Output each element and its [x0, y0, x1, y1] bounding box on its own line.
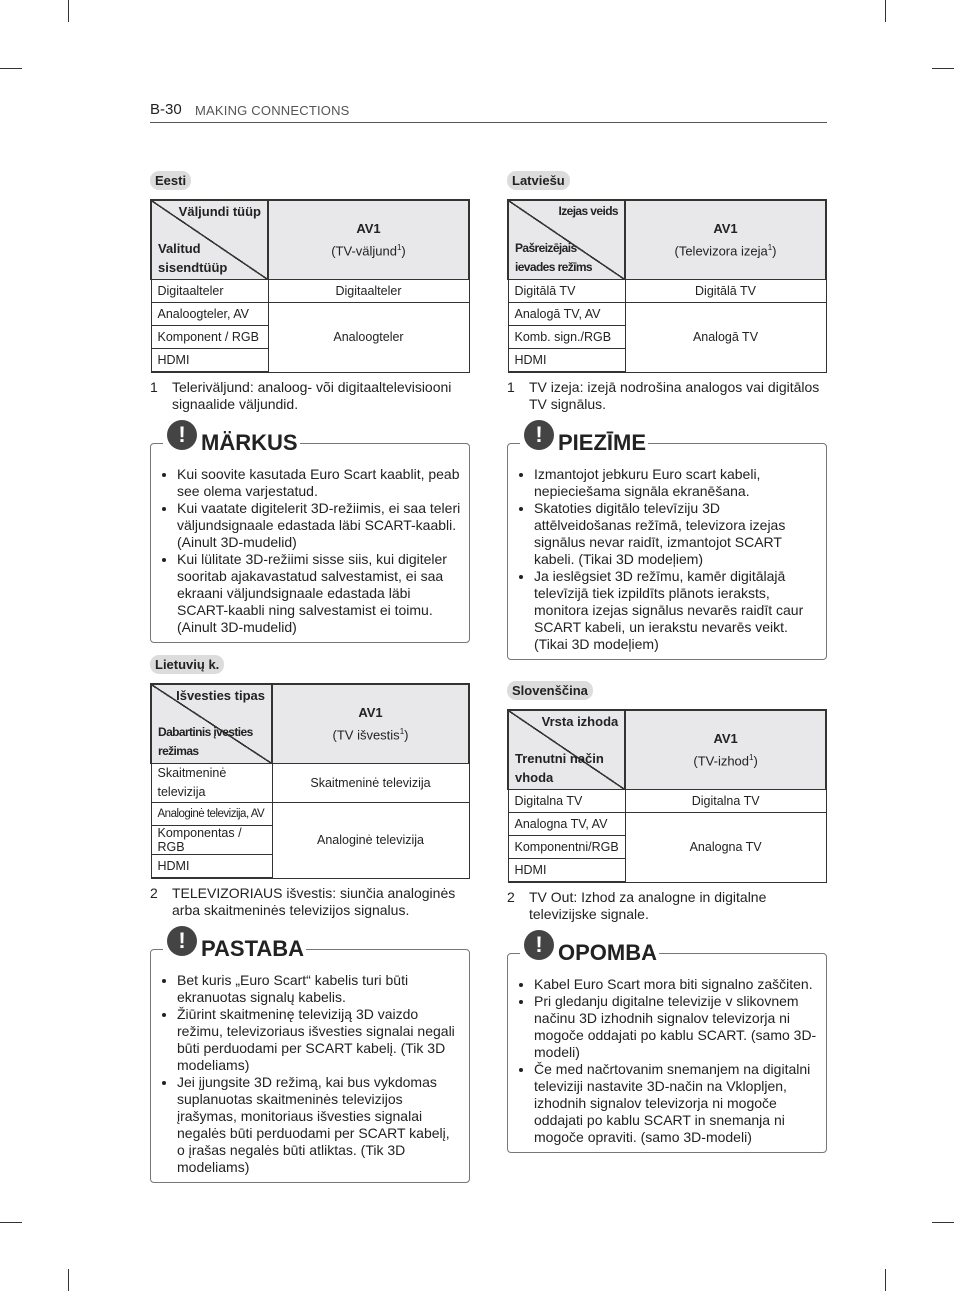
crop-mark	[68, 1269, 69, 1291]
note-box	[507, 932, 827, 1153]
table-cell: Skaitmeninė televizija	[272, 764, 469, 803]
table-header-diagonal	[151, 200, 268, 280]
av1-sub: (TV-izhod	[693, 753, 750, 769]
output-type-label: Väljundi tüüp	[178, 204, 261, 219]
connection-table	[507, 199, 827, 373]
note-item: • Pri gledanju digitalne televizije v slikovnem načinu 3D izhodnih signalov televizorja ni mogoče oddajati po kablu SCART. (samo 3D-modeli)	[534, 993, 818, 1061]
av1-sub: (TV išvestis	[332, 727, 400, 743]
note-title: MÄRKUS	[201, 430, 298, 455]
note-item: • Kui soovite kasutada Euro Scart kaablit, peab see olema varjestatud.	[177, 466, 461, 500]
note-item: • Kui vaatate digitelerit 3D-režiimis, ei saa teleri väljundsignaale edastada läbi SCART-kaabli. (Ainult 3D-mudelid)	[177, 500, 461, 551]
note-item: • Bet kuris „Euro Scart“ kabelis turi būti ekranuotas signalų kabelis.	[177, 972, 461, 1006]
table-cell: HDMI	[508, 859, 625, 883]
input-type-label: Valitud sisendtüüp	[158, 241, 228, 275]
crop-mark	[885, 1269, 886, 1291]
table-header-diagonal	[151, 684, 272, 764]
input-type-label: Dabartinis įvesties režimas	[158, 725, 253, 758]
footnote-text: Teleriväljund: analoog- või digitaaltelevisiooni signaalide väljundid.	[172, 379, 452, 412]
table-cell: Komb. sign./RGB	[508, 326, 625, 349]
crop-mark	[68, 0, 69, 22]
crop-mark	[885, 0, 886, 22]
av1-sub: (Televizora izeja	[674, 243, 768, 259]
note-item: • Žiūrint skaitmeninę televiziją 3D vaizdo režimu, televizoriaus išvesties signalai negali būti perduodami per SCART kabelį. (Tik 3D modeliams)	[177, 1006, 461, 1074]
table-cell: Digitālā TV	[508, 280, 625, 303]
av1-label: AV1	[356, 221, 381, 237]
note-item: • Izmantojot jebkuru Euro scart kabeli, nepieciešama signāla ekranēšana.	[534, 466, 818, 500]
crop-mark	[0, 1222, 22, 1223]
output-type-label: Vrsta izhoda	[541, 714, 619, 729]
footnote-text: TV Out: Izhod za analogne in digitalne televizijske signale.	[529, 889, 767, 922]
note-icon: !	[163, 420, 201, 450]
note-title: PASTABA	[201, 936, 305, 961]
table-cell: Komponentas / RGB	[151, 826, 272, 855]
table-cell: HDMI	[151, 349, 268, 373]
crop-mark	[932, 68, 954, 69]
output-type-label: Izejas veids	[558, 204, 618, 218]
table-cell: Analoginė televizija, AV	[151, 803, 272, 826]
av1-close: )	[404, 727, 409, 743]
table-cell: HDMI	[508, 349, 625, 373]
av1-sub: (TV-väljund	[331, 243, 397, 259]
note-item: • Če med načrtovanim snemanjem na digitalni televiziji nastavite 3D-način na Vklopljen, izhodnih signalov televizorja ni mogoče oddajati po kablu SCART in snemanja ni mogoče opraviti. (samo 3D-modeli)	[534, 1061, 818, 1146]
table-cell: Analogna TV	[625, 813, 826, 883]
language-label: Slovenščina	[507, 681, 593, 700]
footnote	[507, 889, 827, 923]
table-header-diagonal	[508, 710, 625, 790]
section-lithuanian	[150, 655, 470, 1183]
connection-table	[507, 709, 827, 883]
note-item: • Kabel Euro Scart mora biti signalno zaščiten.	[534, 976, 818, 993]
table-cell: Skaitmeninė televizija	[151, 764, 272, 803]
table-cell: HDMI	[151, 855, 272, 879]
note-box	[150, 928, 470, 1183]
input-type-label: Pašreizējais ievades režīms	[515, 241, 592, 274]
note-item: • Kui lülitate 3D-režiimi sisse siis, kui digiteler sooritab ajakavastatud salvestamist, ei saa ekraani väljundsignaale edastada läbi SCART-kaabli ning salvestamist ei toimu. (Ainult 3D-mudelid)	[177, 551, 461, 636]
note-item: • Skatoties digitālo televīziju 3D attēlveidošanas režīmā, televizora izejas signālus nevar raidīt, izmantojot SCART kabeli. (Tikai 3D modeļiem)	[534, 500, 818, 568]
section-slovenian	[507, 681, 827, 1153]
note-icon: !	[163, 926, 201, 956]
table-cell: Analogā TV, AV	[508, 303, 625, 326]
table-cell: Komponent / RGB	[151, 326, 268, 349]
section-latvian	[507, 171, 827, 660]
note-item: • Ja ieslēgsiet 3D režīmu, kamēr digitālajā televīzijā tiek izpildīts plānots ieraksts, monitora izejas signālus nevarēs raidīt caur SCART kabeli, un ierakstu nevarēs veikt. (Tikai 3D modeļiem)	[534, 568, 818, 653]
input-type-label: Trenutni način vhoda	[515, 751, 604, 785]
page-number: B-30	[150, 101, 182, 118]
footnote-number: 1	[507, 379, 515, 395]
footnote	[150, 379, 470, 413]
av1-close: )	[772, 243, 777, 259]
crop-mark	[0, 68, 22, 69]
footnote	[507, 379, 827, 413]
footnote-ref: 1	[396, 243, 402, 253]
footnote-number: 2	[507, 889, 515, 905]
av1-label: AV1	[713, 731, 738, 747]
av1-header	[268, 200, 469, 280]
section-title: MAKING CONNECTIONS	[195, 103, 350, 118]
av1-header	[625, 200, 826, 280]
language-label: Eesti	[150, 171, 191, 190]
av1-label: AV1	[713, 221, 738, 237]
note-box	[150, 422, 470, 643]
table-cell: Digitalna TV	[625, 790, 826, 813]
table-header-diagonal	[508, 200, 625, 280]
footnote-text: TV izeja: izejā nodrošina analogos vai digitālos TV signālus.	[529, 379, 820, 412]
table-cell: Analogna TV, AV	[508, 813, 625, 836]
language-label: Latviešu	[507, 171, 570, 190]
language-label: Lietuvių k.	[150, 655, 224, 674]
note-box	[507, 422, 827, 660]
table-cell: Analoginė televizija	[272, 803, 469, 879]
note-item: • Jei įjungsite 3D režimą, kai bus vykdomas suplanuotas skaitmeninės televizijos įrašymas, monitoriaus išvesties signalai negalės būti perduodami per SCART kabelį, o įrašas negalės būti atliktas. (Tik 3D modeliams)	[177, 1074, 461, 1176]
footnote-ref: 1	[749, 753, 754, 763]
footnote	[150, 885, 470, 919]
table-cell: Komponentni/RGB	[508, 836, 625, 859]
page-header	[150, 100, 827, 123]
table-cell: Analoogteler, AV	[151, 303, 268, 326]
av1-header	[272, 684, 469, 764]
footnote-number: 2	[150, 885, 158, 901]
av1-header	[625, 710, 826, 790]
note-icon: !	[520, 420, 558, 450]
footnote-text: TELEVIZORIAUS išvestis: siunčia analoginės arba skaitmeninės televizijos signalus.	[172, 885, 456, 918]
table-cell: Digitālā TV	[625, 280, 826, 303]
output-type-label: Išvesties tipas	[176, 688, 265, 703]
table-cell: Digitaalteler	[151, 280, 268, 303]
connection-table	[150, 199, 470, 373]
table-cell: Digitaalteler	[268, 280, 469, 303]
footnote-ref: 1	[399, 727, 405, 737]
footnote-number: 1	[150, 379, 158, 395]
av1-label: AV1	[358, 705, 383, 721]
crop-mark	[932, 1222, 954, 1223]
table-cell: Digitalna TV	[508, 790, 625, 813]
note-title: OPOMBA	[558, 940, 657, 965]
table-cell: Analoogteler	[268, 303, 469, 373]
av1-close: )	[401, 243, 406, 259]
connection-table	[150, 683, 470, 879]
section-estonian	[150, 171, 470, 643]
footnote-ref: 1	[767, 243, 773, 253]
note-title: PIEZĪME	[558, 430, 647, 455]
table-cell: Analogā TV	[625, 303, 826, 373]
av1-close: )	[753, 753, 758, 769]
note-icon: !	[520, 930, 558, 960]
